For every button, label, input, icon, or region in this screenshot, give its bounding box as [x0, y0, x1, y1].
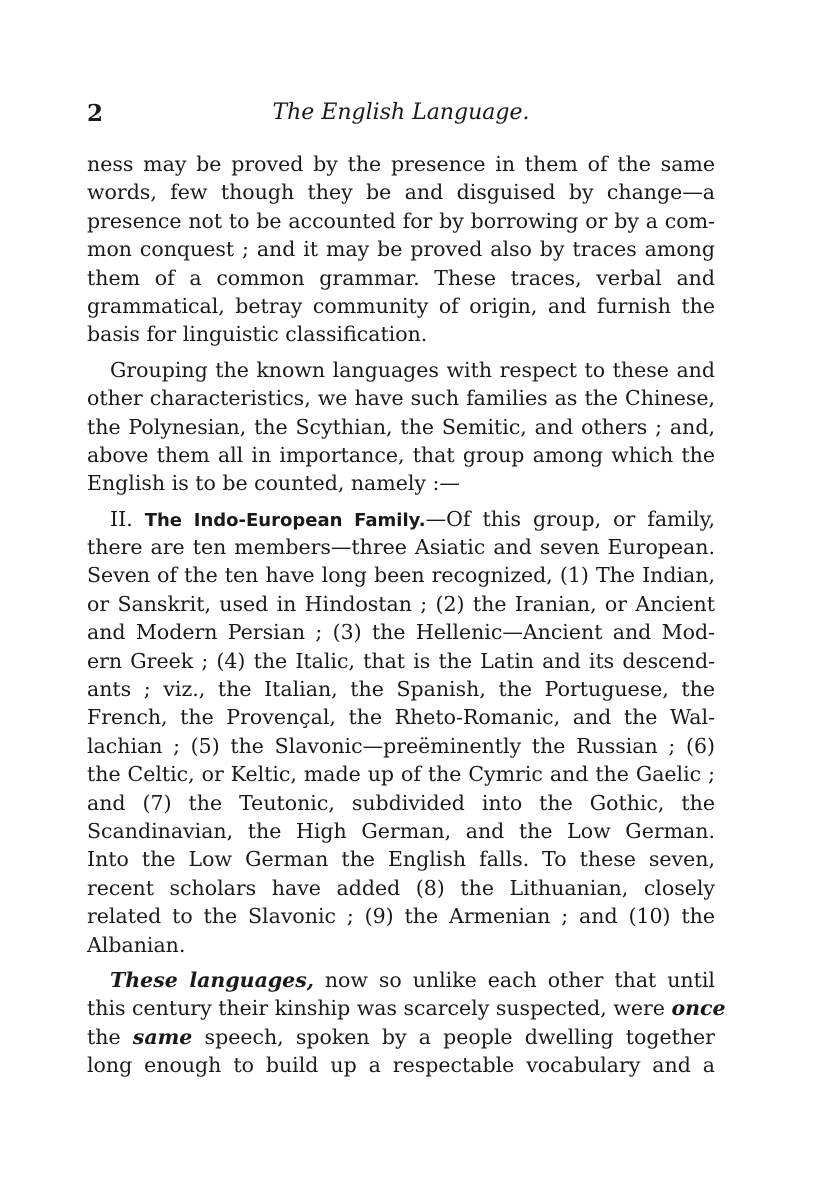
text-segment: French, the Provençal, the Rheto-Romanic, and the Wal- — [87, 705, 715, 730]
text-line — [87, 1023, 715, 1051]
text-segment: ants ; viz., the Italian, the Spanish, the Portuguese, the — [87, 677, 715, 702]
text-segment: them of a common grammar. These traces, verbal and — [87, 265, 715, 290]
text-segment: grammatical, betray community of origin, and furnish the — [87, 293, 715, 318]
page-header — [87, 100, 715, 136]
text-line — [87, 533, 715, 561]
text-line — [87, 441, 715, 469]
text-line — [87, 618, 715, 646]
text-segment: and (7) the Teutonic, subdivided into the Gothic, the — [87, 790, 715, 815]
text-segment: the Celtic, or Keltic, made up of the Cymric and the Gaelic ; — [87, 762, 715, 787]
text-line — [87, 561, 715, 589]
text-line — [87, 732, 715, 760]
emphasis-text: once — [671, 996, 726, 1021]
text-segment: Scandinavian, the High German, and the Low German. — [87, 818, 715, 843]
text-line — [87, 590, 715, 618]
text-line — [87, 505, 715, 533]
text-line — [87, 902, 715, 930]
emphasis-text: These languages, — [110, 967, 314, 992]
emphasis-text: same — [132, 1024, 193, 1049]
text-segment: Albanian. — [87, 932, 186, 957]
text-segment: ness may be proved by the presence in them of the same — [87, 152, 715, 176]
text-segment: there are ten members—three Asiatic and seven European. — [87, 535, 715, 560]
paragraph-gap — [87, 959, 715, 966]
text-line — [87, 647, 715, 675]
text-line — [87, 874, 715, 902]
text-segment: above them all in importance, that group among which the — [87, 442, 715, 467]
text-segment: —Of this group, or family, — [425, 506, 715, 531]
text-line — [87, 292, 715, 320]
text-segment: or Sanskrit, used in Hindostan ; (2) the Iranian, or Ancient — [87, 591, 715, 616]
text-segment: the Polynesian, the Scythian, the Semitic, and others ; and, — [87, 414, 715, 439]
text-line — [87, 760, 715, 788]
text-segment: II. — [110, 506, 145, 531]
text-line — [87, 675, 715, 703]
text-segment: other characteristics, we have such families as the Chinese, — [87, 386, 715, 411]
running-title: The English Language. — [272, 100, 530, 125]
text-segment: now so unlike each other that until — [313, 967, 715, 992]
text-segment: presence not to be accounted for by borrowing or by a com- — [87, 208, 715, 233]
text-line — [87, 845, 715, 873]
text-line — [87, 994, 726, 1022]
text-segment: English is to be counted, namely :— — [87, 471, 460, 496]
text-line — [87, 966, 715, 994]
text-line — [87, 384, 715, 412]
text-line — [87, 413, 715, 441]
paragraph-gap — [87, 498, 715, 505]
text-line — [87, 356, 715, 384]
text-segment: basis for linguistic classification. — [87, 322, 428, 347]
text-segment: words, few though they be and disguised by change—a — [87, 180, 715, 205]
text-line — [87, 207, 715, 235]
text-segment: ern Greek ; (4) the Italic, that is the Latin and its descend- — [87, 648, 715, 673]
text-segment: speech, spoken by a people dwelling together — [192, 1024, 715, 1049]
emphasis-text: The Indo-European Family. — [144, 509, 426, 531]
text-segment: related to the Slavonic ; (9) the Armenian ; and (10) the — [87, 904, 715, 929]
text-segment: Grouping the known languages with respect to these and — [110, 357, 715, 382]
text-segment: mon conquest ; and it may be proved also by traces among — [87, 237, 715, 262]
text-line — [87, 703, 715, 731]
text-line — [87, 817, 715, 845]
body-text — [87, 150, 726, 1080]
paragraph-gap — [87, 349, 715, 356]
text-segment: lachian ; (5) the Slavonic—preëminently the Russian ; (6) — [87, 733, 715, 758]
text-line — [87, 320, 715, 348]
page-number: 2 — [87, 100, 104, 127]
text-segment: Into the Low German the English falls. To these seven, — [87, 847, 715, 872]
text-line — [87, 150, 715, 178]
text-segment: Seven of the ten have long been recognized, (1) The Indian, — [87, 563, 715, 588]
text-line — [87, 931, 715, 959]
text-segment: recent scholars have added (8) the Lithuanian, closely — [87, 875, 715, 900]
text-line — [87, 789, 715, 817]
text-line — [87, 469, 715, 497]
text-line — [87, 178, 715, 206]
text-segment: this century their kinship was scarcely suspected, were — [87, 996, 672, 1021]
text-segment: long enough to build up a respectable vocabulary and a — [87, 1053, 715, 1078]
text-segment: the — [87, 1024, 133, 1049]
text-line — [87, 1051, 715, 1079]
text-line — [87, 264, 715, 292]
text-segment: and Modern Persian ; (3) the Hellenic—Ancient and Mod- — [87, 620, 715, 645]
text-line — [87, 235, 715, 263]
